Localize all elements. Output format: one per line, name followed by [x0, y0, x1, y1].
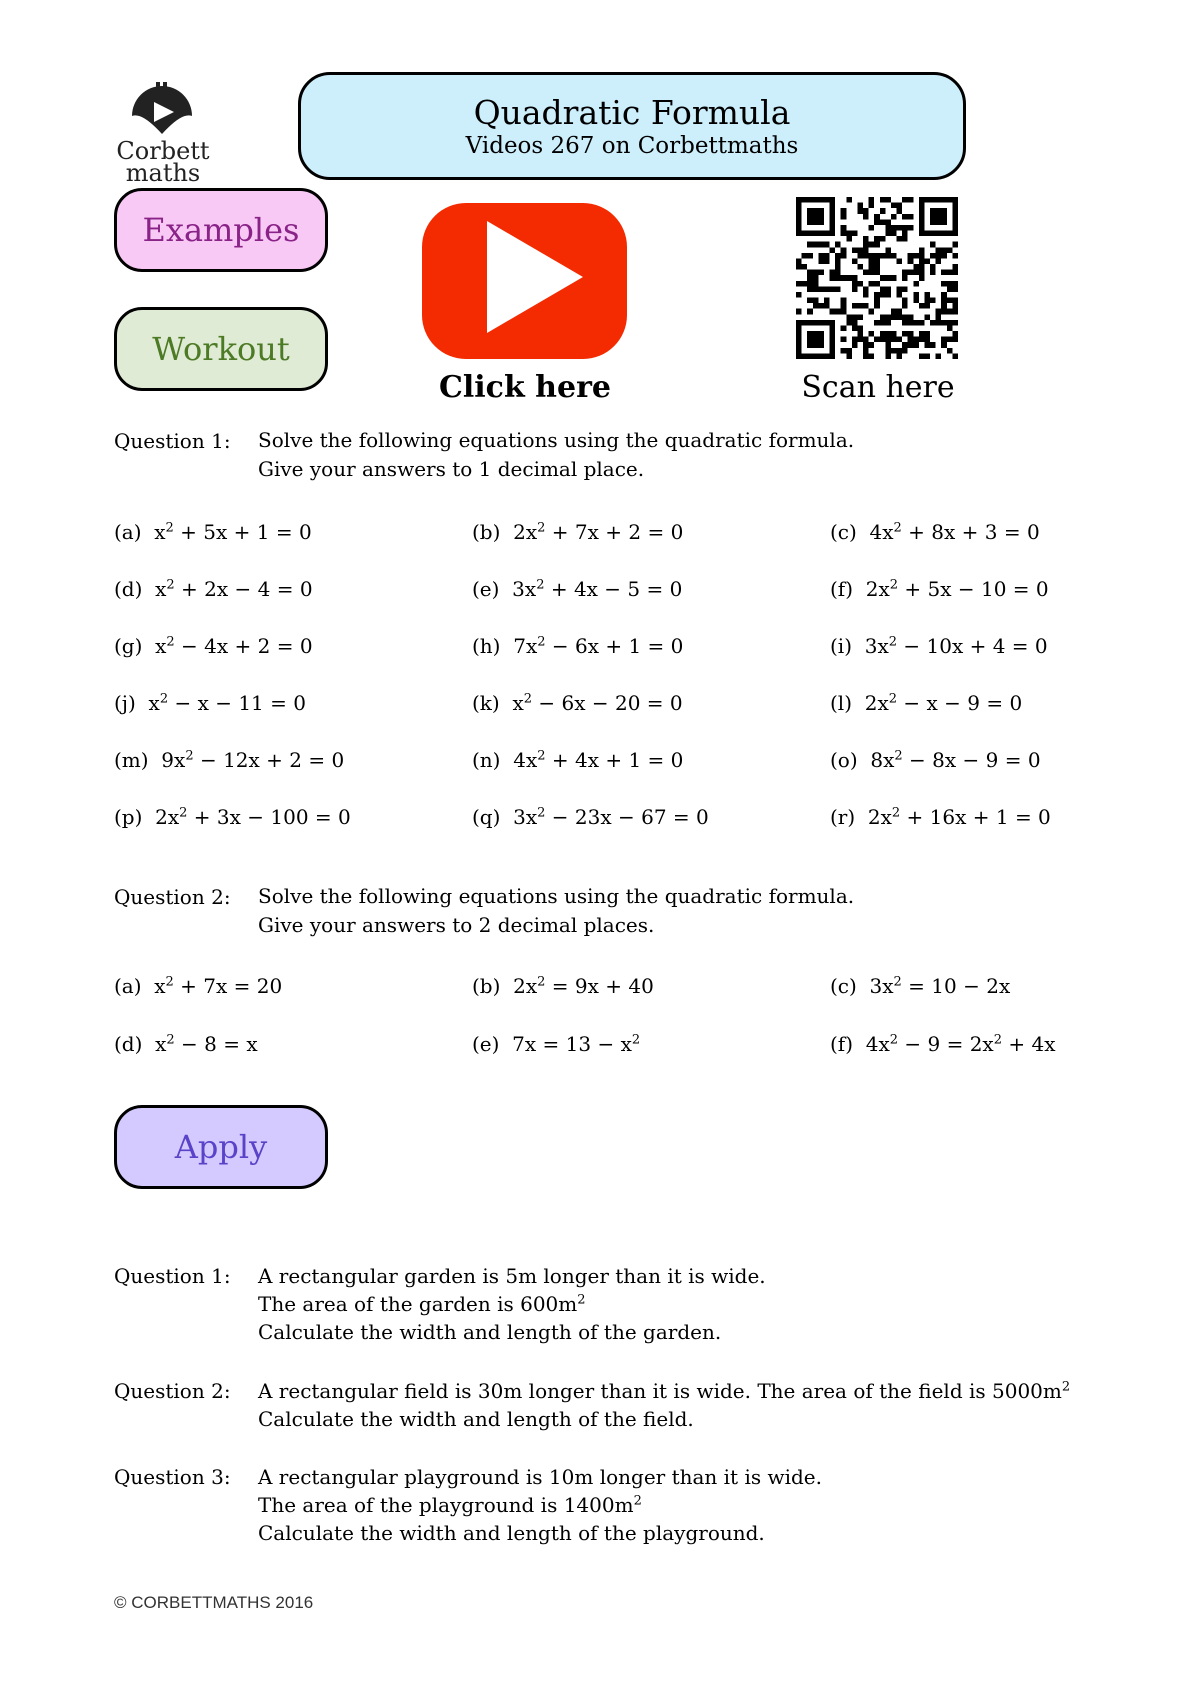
logo-text-line-2: maths: [125, 159, 201, 187]
workout-q2-part: [830, 974, 1010, 998]
workout-q2-line-1: Solve the following equations using the quadratic formula.: [258, 884, 855, 908]
equation: $9x^2 - 12x + 2 = 0$: [161, 748, 345, 772]
workout-q2-part: [472, 974, 654, 998]
equation: $x^2 + 2x - 4 = 0$: [155, 577, 313, 601]
part-letter: (r): [830, 805, 856, 829]
apply-question-line: A rectangular playground is 10m longer than it is wide.: [258, 1465, 822, 1489]
part-letter: (d): [114, 1032, 143, 1056]
workout-q2-part: [114, 1032, 258, 1056]
apply-question-line: A rectangular garden is 5m longer than it is wide.: [258, 1264, 766, 1288]
equation: $3x^2 - 10x + 4 = 0$: [864, 634, 1048, 658]
workout-q1-part: [114, 520, 312, 544]
apply-question-line: A rectangular field is 30m longer than it is wide. The area of the field is $5000m^2$: [258, 1379, 1071, 1403]
workout-q1-part: [114, 805, 351, 829]
part-letter: (c): [830, 974, 857, 998]
workout-q1-part: [830, 577, 1049, 601]
apply-question-text: [258, 1463, 1178, 1547]
apply-question-label: Question 1:: [114, 1264, 231, 1288]
title-box: [298, 72, 966, 180]
workout-q1-instructions: [258, 426, 854, 484]
equation: $x^2 + 5x + 1 = 0$: [154, 520, 312, 544]
workout-q2-part: [114, 974, 282, 998]
part-letter: (p): [114, 805, 143, 829]
apply-question-line: Calculate the width and length of the field.: [258, 1407, 694, 1431]
scan-here-label: Scan here: [801, 370, 955, 405]
apply-question-line: Calculate the width and length of the garden.: [258, 1320, 722, 1344]
part-letter: (b): [472, 520, 501, 544]
apply-question-text: [258, 1262, 1178, 1346]
part-letter: (a): [114, 520, 142, 544]
apply-question-label: Question 3:: [114, 1465, 231, 1489]
equation: $x^2 - 8 = x$: [155, 1032, 258, 1056]
part-letter: (e): [472, 1032, 500, 1056]
workout-q1-line-1: Solve the following equations using the quadratic formula.: [258, 428, 855, 452]
equation: $8x^2 - 8x - 9 = 0$: [870, 748, 1041, 772]
equation: $2x^2 + 7x + 2 = 0$: [513, 520, 684, 544]
qr-code-icon[interactable]: [796, 197, 958, 359]
workout-q1-part: [114, 634, 313, 658]
workout-q1-part: [472, 634, 683, 658]
equation: $7x^2 - 6x + 1 = 0$: [513, 634, 684, 658]
equation: $x^2 + 7x = 20$: [154, 974, 283, 998]
equation: $3x^2 - 23x - 67 = 0$: [513, 805, 709, 829]
workout-q1-part: [472, 520, 683, 544]
workout-q1-part: [830, 634, 1048, 658]
workout-q1-label: Question 1:: [114, 429, 231, 453]
equation: $3x^2 = 10 - 2x$: [869, 974, 1011, 998]
page-subtitle: Videos 267 on Corbettmaths: [465, 133, 799, 159]
workout-q2-part: [830, 1032, 1055, 1056]
logo-text: [108, 137, 218, 187]
apply-question-line: The area of the garden is $600m^2$: [258, 1292, 586, 1316]
equation: $2x^2 = 9x + 40$: [513, 974, 654, 998]
workout-q2-label: Question 2:: [114, 885, 231, 909]
workout-q1-part: [114, 577, 313, 601]
part-letter: (l): [830, 691, 853, 715]
part-letter: (d): [114, 577, 143, 601]
workout-q2-line-2: Give your answers to 2 decimal places.: [258, 913, 655, 937]
equation: $4x^2 + 4x + 1 = 0$: [513, 748, 684, 772]
apply-question-line: The area of the playground is $1400m^2$: [258, 1493, 642, 1517]
part-letter: (h): [472, 634, 501, 658]
equation: $3x^2 + 4x - 5 = 0$: [512, 577, 683, 601]
play-icon[interactable]: [487, 221, 583, 333]
workout-q2-instructions: [258, 882, 854, 940]
equation: $2x^2 + 5x - 10 = 0$: [865, 577, 1049, 601]
equation: $2x^2 + 3x - 100 = 0$: [155, 805, 351, 829]
part-letter: (k): [472, 691, 500, 715]
equation: $x^2 - 4x + 2 = 0$: [155, 634, 313, 658]
part-letter: (m): [114, 748, 149, 772]
part-letter: (f): [830, 1032, 854, 1056]
workout-q1-part: [472, 691, 683, 715]
copyright-footer: © CORBETTMATHS 2016: [114, 1593, 314, 1612]
workout-q1-part: [472, 805, 709, 829]
equation: $2x^2 - x - 9 = 0$: [864, 691, 1023, 715]
part-letter: (f): [830, 577, 854, 601]
part-letter: (c): [830, 520, 857, 544]
workout-q1-line-2: Give your answers to 1 decimal place.: [258, 457, 645, 481]
examples-button[interactable]: Examples: [114, 188, 328, 272]
workout-q1-part: [830, 691, 1022, 715]
workout-q1-part: [114, 748, 344, 772]
click-here-label[interactable]: Click here: [439, 370, 611, 405]
apply-question-label: Question 2:: [114, 1379, 231, 1403]
equation: $7x = 13 - x^2$: [512, 1032, 641, 1056]
part-letter: (g): [114, 634, 143, 658]
workout-q1-part: [472, 748, 683, 772]
workout-q1-part: [830, 520, 1040, 544]
part-letter: (o): [830, 748, 858, 772]
equation: $x^2 - x - 11 = 0$: [148, 691, 306, 715]
workout-q1-part: [114, 691, 306, 715]
part-letter: (j): [114, 691, 136, 715]
part-letter: (a): [114, 974, 142, 998]
workout-q2-part: [472, 1032, 640, 1056]
part-letter: (b): [472, 974, 501, 998]
workout-q1-part: [830, 748, 1041, 772]
workout-q1-part: [472, 577, 682, 601]
part-letter: (q): [472, 805, 501, 829]
part-letter: (i): [830, 634, 853, 658]
logo-text-line-1: Corbett: [116, 137, 210, 165]
part-letter: (n): [472, 748, 501, 772]
equation: $2x^2 + 16x + 1 = 0$: [867, 805, 1051, 829]
equation: $x^2 - 6x - 20 = 0$: [512, 691, 683, 715]
apply-question-line: Calculate the width and length of the playground.: [258, 1521, 765, 1545]
apply-button[interactable]: Apply: [114, 1105, 328, 1189]
equation: $4x^2 + 8x + 3 = 0$: [869, 520, 1040, 544]
apply-question-text: [258, 1377, 1178, 1433]
workout-button[interactable]: Workout: [114, 307, 328, 391]
page-title: Quadratic Formula: [473, 93, 791, 132]
workout-q1-part: [830, 805, 1051, 829]
part-letter: (e): [472, 577, 500, 601]
equation: $4x^2 - 9 = 2x^2 + 4x$: [865, 1032, 1056, 1056]
